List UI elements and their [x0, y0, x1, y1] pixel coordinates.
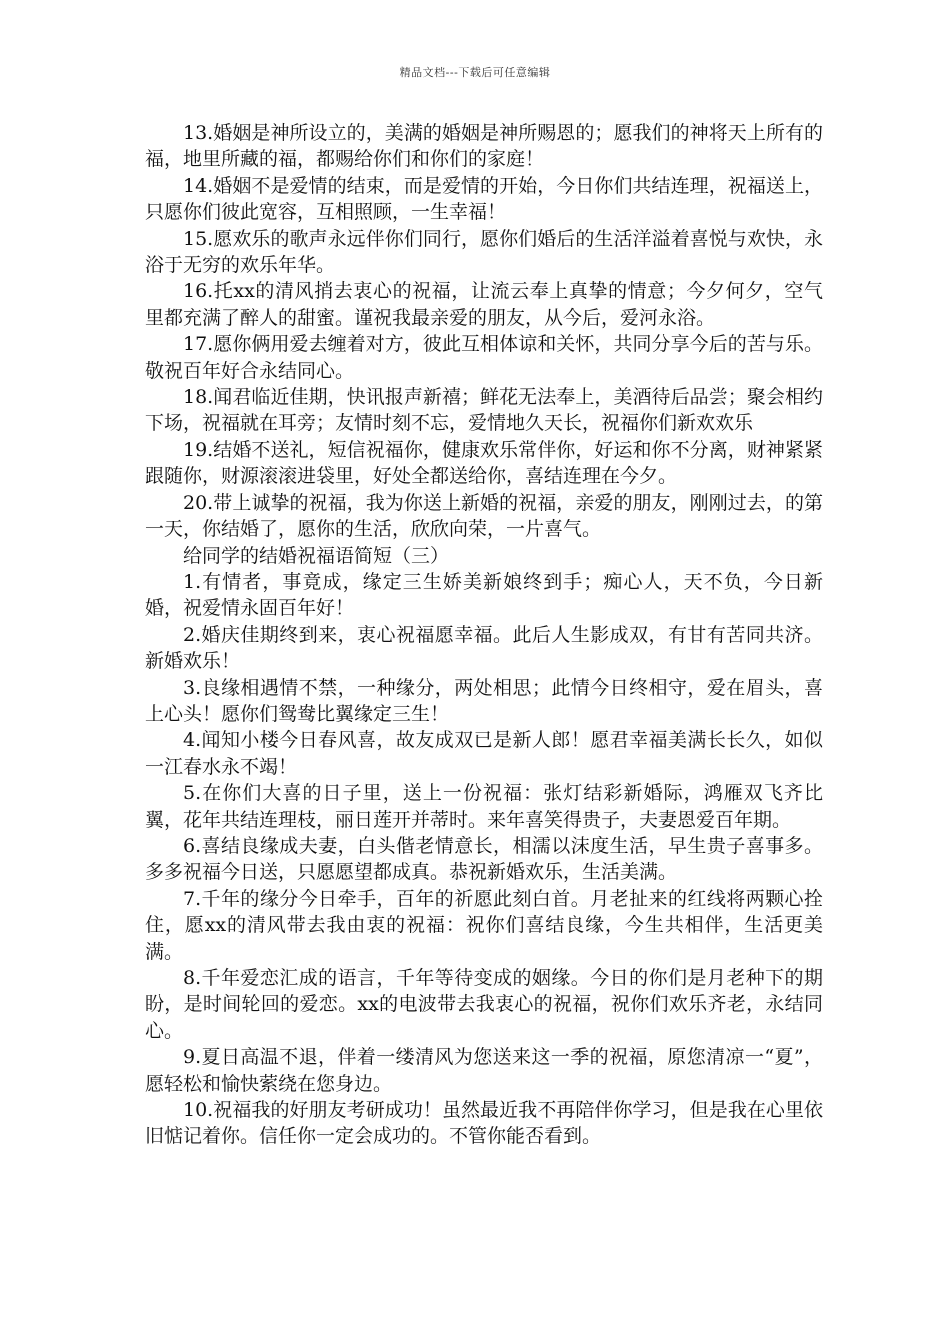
page-header: 精品文档---下载后可任意编辑 [399, 66, 551, 79]
paragraph-10: 10.祝福我的好朋友考研成功！虽然最近我不再陪伴你学习，但是我在心里依旧惦记着你。信任你一定会成功的。不管你能否看到。 [145, 1099, 823, 1148]
paragraph-16: 16.托xx的清风捎去衷心的祝福，让流云奉上真挚的情意；今夕何夕，空气里都充满了醉人的甜蜜。谨祝我最亲爱的朋友，从今后，爱河永浴。 [145, 280, 823, 329]
paragraph-9: 9.夏日高温不退，伴着一缕清风为您送来这一季的祝福，原您清凉一“夏”，愿轻松和愉快萦绕在您身边。 [145, 1046, 823, 1095]
document-body [145, 120, 823, 1150]
paragraph-7: 7.千年的缘分今日牵手，百年的祈愿此刻白首。月老扯来的红线将两颗心拴住，愿xx的清风带去我由衷的祝福：祝你们喜结良缘，今生共相伴，生活更美满。 [145, 887, 823, 963]
paragraph-20: 20.带上诚挚的祝福，我为你送上新婚的祝福，亲爱的朋友，刚刚过去，的第一天，你结婚了，愿你的生活，欣欣向荣，一片喜气。 [145, 491, 823, 541]
paragraph-3: 3.良缘相遇情不禁，一种缘分，两处相思；此情今日终相守，爱在眉头，喜上心头！愿你们鸳鸯比翼缘定三生！ [145, 676, 823, 725]
paragraph-1: 1.有情者，事竟成，缘定三生娇美新娘终到手；痴心人，天不负，今日新婚，祝爱情永固百年好！ [145, 570, 823, 620]
paragraph-6: 6.喜结良缘成夫妻，白头偕老情意长，相濡以沫度生活，早生贵子喜事多。多多祝福今日送，只愿愿望都成真。恭祝新婚欢乐，生活美满。 [145, 834, 823, 884]
paragraph-8: 8.千年爱恋汇成的语言，千年等待变成的姻缘。今日的你们是月老种下的期盼，是时间轮回的爱恋。xx的电波带去我衷心的祝福，祝你们欢乐齐老，永结同心。 [145, 967, 823, 1042]
section-heading: 给同学的结婚祝福语简短（三） [183, 544, 450, 567]
paragraph-4: 4.闻知小楼今日春风喜，故友成双已是新人郎！愿君幸福美满长长久，如似一江春水永不竭！ [145, 729, 823, 778]
paragraph-2: 2.婚庆佳期终到来，衷心祝福愿幸福。此后人生影成双，有甘有苦同共济。新婚欢乐！ [145, 623, 823, 673]
paragraph-14: 14.婚姻不是爱情的结束，而是爱情的开始，今日你们共结连理，祝福送上，只愿你们彼此宽容，互相照顾，一生幸福！ [145, 174, 823, 224]
paragraph-19: 19.结婚不送礼，短信祝福你，健康欢乐常伴你，好运和你不分离，财神紧紧跟随你，财源滚滚进袋里，好处全都送给你，喜结连理在今夕。 [145, 438, 823, 488]
paragraph-15: 15.愿欢乐的歌声永远伴你们同行，愿你们婚后的生活洋溢着喜悦与欢快，永浴于无穷的欢乐年华。 [145, 227, 823, 277]
paragraph-18: 18.闻君临近佳期，快讯报声新禧；鲜花无法奉上，美酒待后品尝；聚会相约下场，祝福就在耳旁；友情时刻不忘，爱情地久天长，祝福你们新欢欢乐 [145, 386, 823, 435]
paragraph-13: 13.婚姻是神所设立的，美满的婚姻是神所赐恩的；愿我们的神将天上所有的福，地里所藏的福，都赐给你们和你们的家庭！ [145, 122, 823, 171]
paragraph-17: 17.愿你俩用爱去缠着对方，彼此互相体谅和关怀，共同分享今后的苦与乐。敬祝百年好合永结同心。 [145, 333, 823, 382]
paragraph-5: 5.在你们大喜的日子里，送上一份祝福：张灯结彩新婚际，鸿雁双飞齐比翼，花年共结连理枝，丽日莲开并蒂时。来年喜笑得贵子，夫妻恩爱百年期。 [145, 782, 823, 831]
